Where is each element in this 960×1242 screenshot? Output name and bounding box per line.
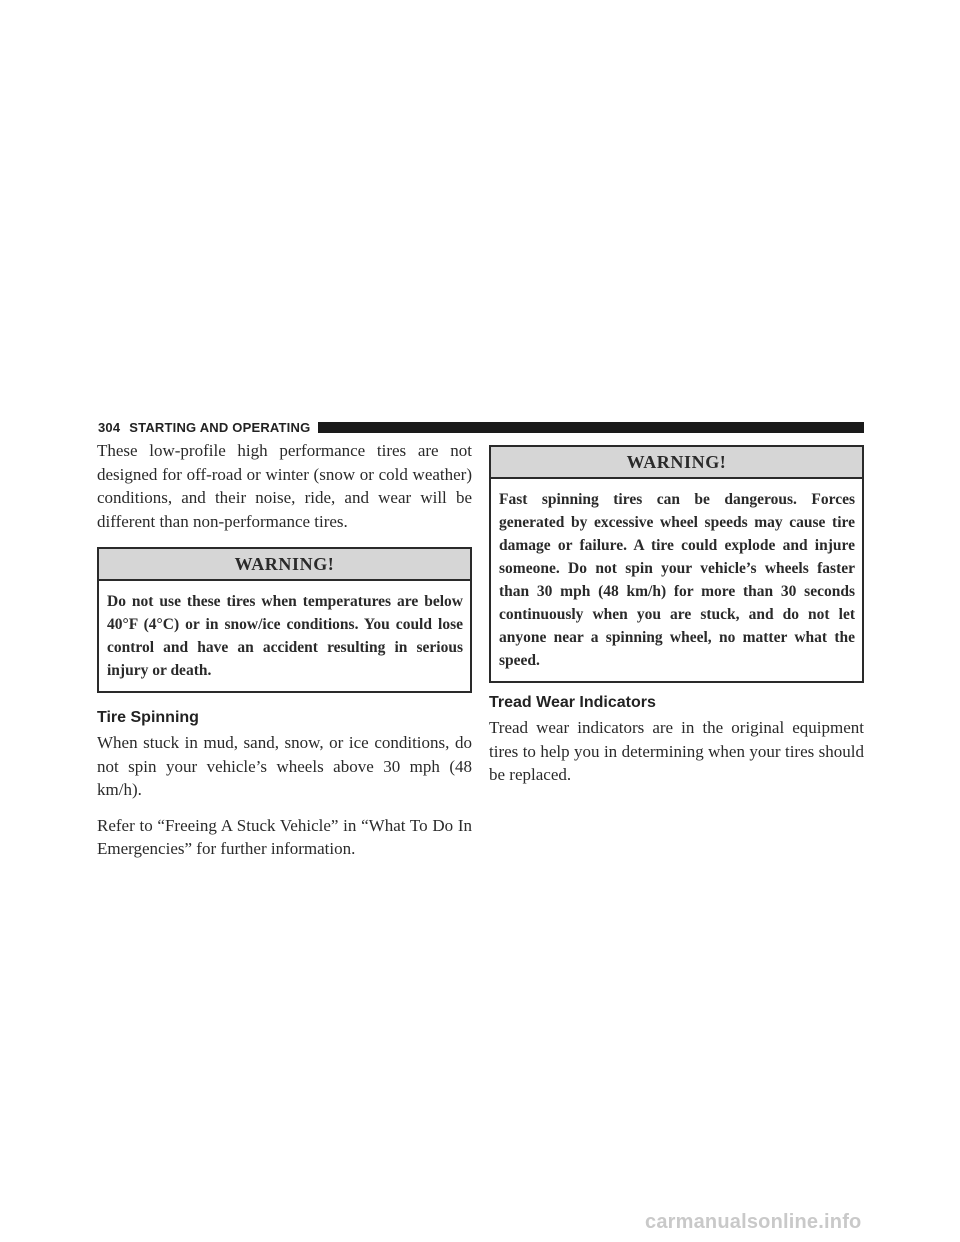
warning-body: Fast spinning tires can be dangerous. Forces generated by excessive wheel speeds may cause tire damage or failure. A tire could explode and injure someone. Do not spin your vehicle’s wheels faster than 30 mph (48 km/h) for more than 30 seconds continuously when you are stuck, and do not let anyone near a spinning wheel, no matter what the speed. <box>499 491 855 669</box>
right-column <box>489 439 864 787</box>
tread-wear-paragraph: Tread wear indicators are in the original equipment tires to help you in determining when your tires should be replaced. <box>489 718 864 784</box>
header-rule <box>318 422 864 433</box>
warning-box-temperature <box>97 547 472 693</box>
left-column <box>97 439 472 861</box>
warning-title: WARNING! <box>491 447 862 479</box>
page-header <box>98 419 864 435</box>
warning-box-spinning <box>489 445 864 683</box>
intro-paragraph: These low-profile high performance tires are not designed for off-road or winter (snow or cold weather) conditions, and their noise, ride, and wear will be different than non-performance tires. <box>97 441 472 531</box>
page-number: 304 <box>98 419 121 435</box>
warning-title: WARNING! <box>99 549 470 581</box>
tire-spinning-heading: Tire Spinning <box>97 709 199 726</box>
stuck-vehicle-reference: Refer to “Freeing A Stuck Vehicle” in “What To Do In Emergencies” for further information. <box>97 815 472 858</box>
section-title: STARTING AND OPERATING <box>129 419 311 435</box>
tire-spinning-paragraph: When stuck in mud, sand, snow, or ice conditions, do not spin your vehicle’s wheels above 30 mph (48 km/h). <box>97 733 472 799</box>
warning-body: Do not use these tires when temperatures are below 40°F (4°C) or in snow/ice conditions. You could lose control and have an accident resulting in serious injury or death. <box>107 593 463 679</box>
tread-wear-heading: Tread Wear Indicators <box>489 694 656 711</box>
watermark: carmanualsonline.info <box>645 1211 862 1233</box>
